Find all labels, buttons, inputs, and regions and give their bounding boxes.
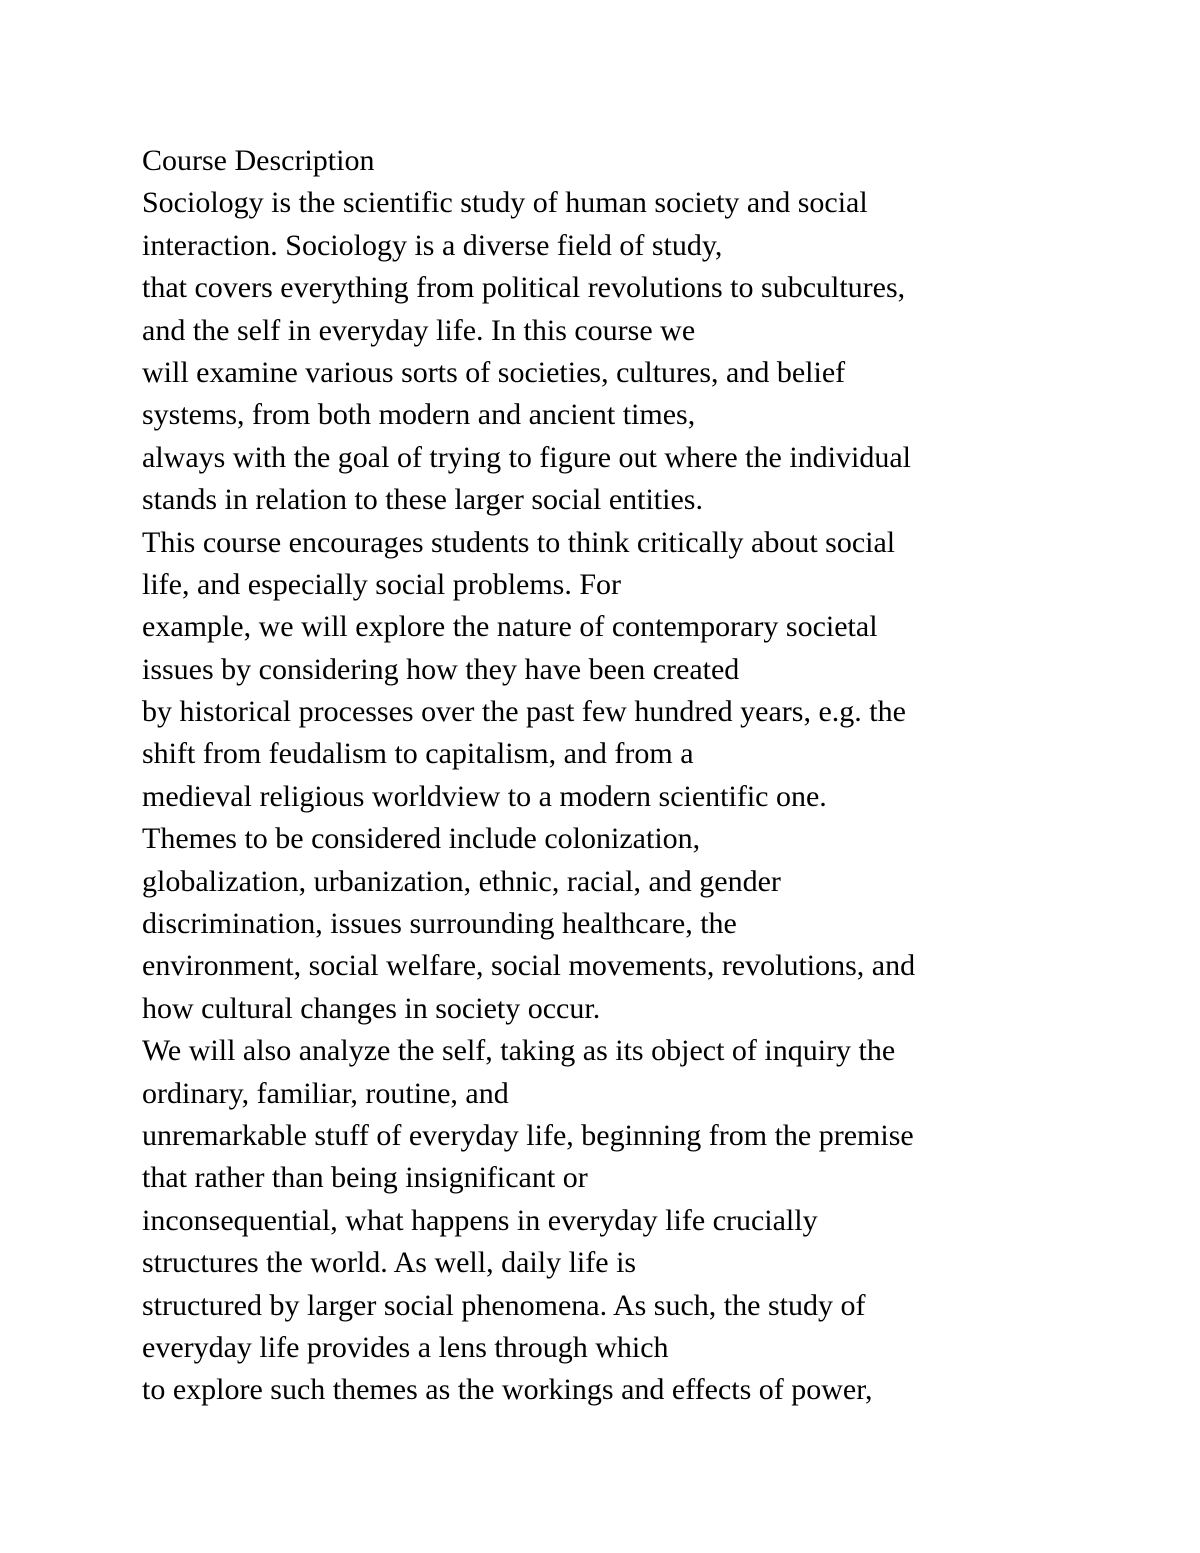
text-line: issues by considering how they have been created (142, 652, 740, 686)
course-description-heading: Course Description (142, 144, 375, 177)
text-line: to explore such themes as the workings and effects of power, (142, 1373, 873, 1407)
text-line: Sociology is the scientific study of human society and social (142, 186, 868, 220)
text-line: discrimination, issues surrounding healthcare, the (142, 907, 737, 941)
text-line: example, we will explore the nature of contemporary societal (142, 610, 878, 644)
text-line: that rather than being insignificant or (142, 1161, 588, 1195)
text-line: structured by larger social phenomena. As such, the study of (142, 1288, 866, 1322)
text-line: interaction. Sociology is a diverse field of study, (142, 228, 723, 262)
text-line: unremarkable stuff of everyday life, beginning from the premise (142, 1118, 914, 1152)
text-line: medieval religious worldview to a modern scientific one. (142, 779, 827, 813)
text-line: stands in relation to these larger social entities. (142, 483, 703, 517)
text-line: environment, social welfare, social movements, revolutions, and (142, 949, 916, 983)
text-line: that covers everything from political revolutions to subcultures, (142, 271, 906, 305)
document-text (142, 140, 1142, 1412)
text-line: ordinary, familiar, routine, and (142, 1076, 509, 1110)
text-line: We will also analyze the self, taking as its object of inquiry the (142, 1034, 896, 1068)
text-line: always with the goal of trying to figure out where the individual (142, 440, 911, 474)
text-line: how cultural changes in society occur. (142, 991, 601, 1025)
text-line: shift from feudalism to capitalism, and from a (142, 737, 694, 771)
text-line: globalization, urbanization, ethnic, racial, and gender (142, 864, 781, 898)
text-line: and the self in everyday life. In this course we (142, 313, 696, 347)
text-line: This course encourages students to think critically about social (142, 525, 896, 559)
text-line: everyday life provides a lens through which (142, 1330, 669, 1364)
text-line: life, and especially social problems. For (142, 567, 622, 601)
text-line: structures the world. As well, daily life is (142, 1246, 637, 1280)
text-line: inconsequential, what happens in everyday life crucially (142, 1203, 818, 1237)
text-line: will examine various sorts of societies, cultures, and belief (142, 355, 846, 389)
text-line: Themes to be considered include colonization, (142, 822, 701, 856)
text-line: by historical processes over the past few hundred years, e.g. the (142, 695, 906, 729)
text-line: systems, from both modern and ancient times, (142, 398, 696, 432)
